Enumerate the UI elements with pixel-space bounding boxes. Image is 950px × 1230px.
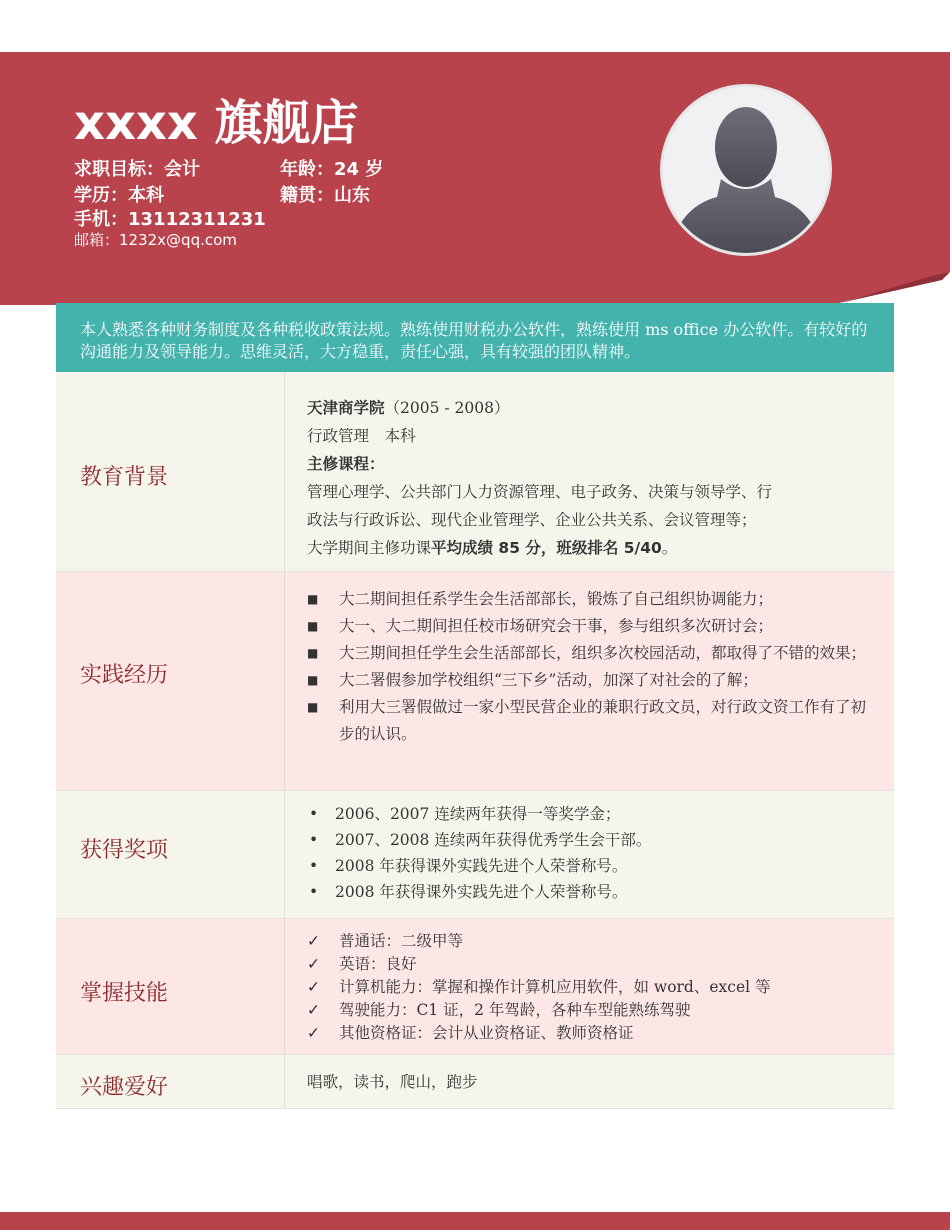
list-item: ■ 利用大三署假做过一家小型民营企业的兼职行政文员，对行政文资工作有了初步的认识。 xyxy=(307,694,868,748)
list-item: ✓ 英语：良好 xyxy=(307,953,868,976)
grade-prefix: 大学期间主修功课 xyxy=(307,539,432,557)
square-bullet-icon: ■ xyxy=(307,619,319,633)
list-item: • 2008 年获得课外实践先进个人荣誉称号。 xyxy=(307,879,868,905)
section-label-education: 教育背景 xyxy=(80,465,169,490)
list-item: ✓ 驾驶能力：C1 证，2 年驾龄，各种车型能熟练驾驶 xyxy=(307,999,868,1022)
section-skills xyxy=(56,919,894,1055)
square-bullet-icon: ■ xyxy=(307,592,319,606)
list-item: • 2008 年获得课外实践先进个人荣誉称号。 xyxy=(307,853,868,879)
major: 行政管理 本科 xyxy=(307,427,416,445)
courses-line-1: 管理心理学、公共部门人力资源管理、电子政务、决策与领导学、行 xyxy=(307,483,773,501)
dot-bullet-icon: • xyxy=(309,805,319,823)
section-awards xyxy=(56,791,894,919)
section-label-skills: 掌握技能 xyxy=(80,981,169,1006)
age: 年龄：24 岁 xyxy=(280,159,384,180)
check-icon: ✓ xyxy=(307,1001,320,1019)
check-icon: ✓ xyxy=(307,978,320,996)
list-item: ■ 大二署假参加学校组织“三下乡”活动，加深了对社会的了解； xyxy=(307,667,868,694)
person-silhouette-icon xyxy=(663,87,829,253)
square-bullet-icon: ■ xyxy=(307,673,319,687)
candidate-name: xxxx 旗舰店 xyxy=(74,95,359,151)
ribbon-fold xyxy=(832,268,950,308)
square-bullet-icon: ■ xyxy=(307,646,319,660)
footer-bar xyxy=(0,1212,950,1230)
square-bullet-icon: ■ xyxy=(307,700,319,714)
check-icon: ✓ xyxy=(307,1024,320,1042)
list-item: ✓ 其他资格证：会计从业资格证、教师资格证 xyxy=(307,1022,868,1045)
check-icon: ✓ xyxy=(307,932,320,950)
courses-title: 主修课程： xyxy=(307,455,385,473)
list-item: ✓ 计算机能力：掌握和操作计算机应用软件，如 word、excel 等 xyxy=(307,976,868,999)
section-hobbies xyxy=(56,1055,894,1109)
list-item: • 2006、2007 连续两年获得一等奖学金； xyxy=(307,801,868,827)
check-icon: ✓ xyxy=(307,955,320,973)
school-name: 天津商学院 xyxy=(307,399,385,417)
section-label-hobbies: 兴趣爱好 xyxy=(80,1075,169,1100)
avatar xyxy=(660,84,832,256)
email: 邮箱：1232x@qq.com xyxy=(74,231,237,249)
section-practice xyxy=(56,572,894,791)
self-summary: 本人熟悉各种财务制度及各种税收政策法规。熟练使用财税办公软件，熟练使用 ms office 办公软件。有较好的沟通能力及领导能力。思维灵活，大方稳重，责任心强，具有较强的团队精神。 xyxy=(56,303,894,372)
list-item: ■ 大一、大二期间担任校市场研究会干事，参与组织多次研讨会； xyxy=(307,613,868,640)
hobbies-text: 唱歌，读书，爬山，跑步 xyxy=(307,1073,478,1091)
phone: 手机：13112311231 xyxy=(74,209,266,230)
list-item: ■ 大三期间担任学生会生活部部长，组织多次校园活动，都取得了不错的效果； xyxy=(307,640,868,667)
section-education xyxy=(56,372,894,572)
origin: 籍贯：山东 xyxy=(280,185,370,206)
dot-bullet-icon: • xyxy=(309,857,319,875)
grade-suffix: 。 xyxy=(661,539,678,557)
list-item: • 2007、2008 连续两年获得优秀学生会干部。 xyxy=(307,827,868,853)
section-label-awards: 获得奖项 xyxy=(80,838,169,863)
list-item: ■ 大二期间担任系学生会生活部部长，锻炼了自己组织协调能力； xyxy=(307,586,868,613)
dot-bullet-icon: • xyxy=(309,883,319,901)
study-period: （2005 - 2008） xyxy=(384,399,510,417)
section-label-practice: 实践经历 xyxy=(80,663,169,688)
list-item: ✓ 普通话：二级甲等 xyxy=(307,930,868,953)
courses-line-2: 政法与行政诉讼、现代企业管理学、企业公共关系、会议管理等； xyxy=(307,511,757,529)
grade-highlight: 平均成绩 85 分，班级排名 5/40 xyxy=(431,539,662,557)
education-level: 学历：本科 xyxy=(74,185,164,206)
dot-bullet-icon: • xyxy=(309,831,319,849)
job-target: 求职目标：会计 xyxy=(74,159,200,180)
